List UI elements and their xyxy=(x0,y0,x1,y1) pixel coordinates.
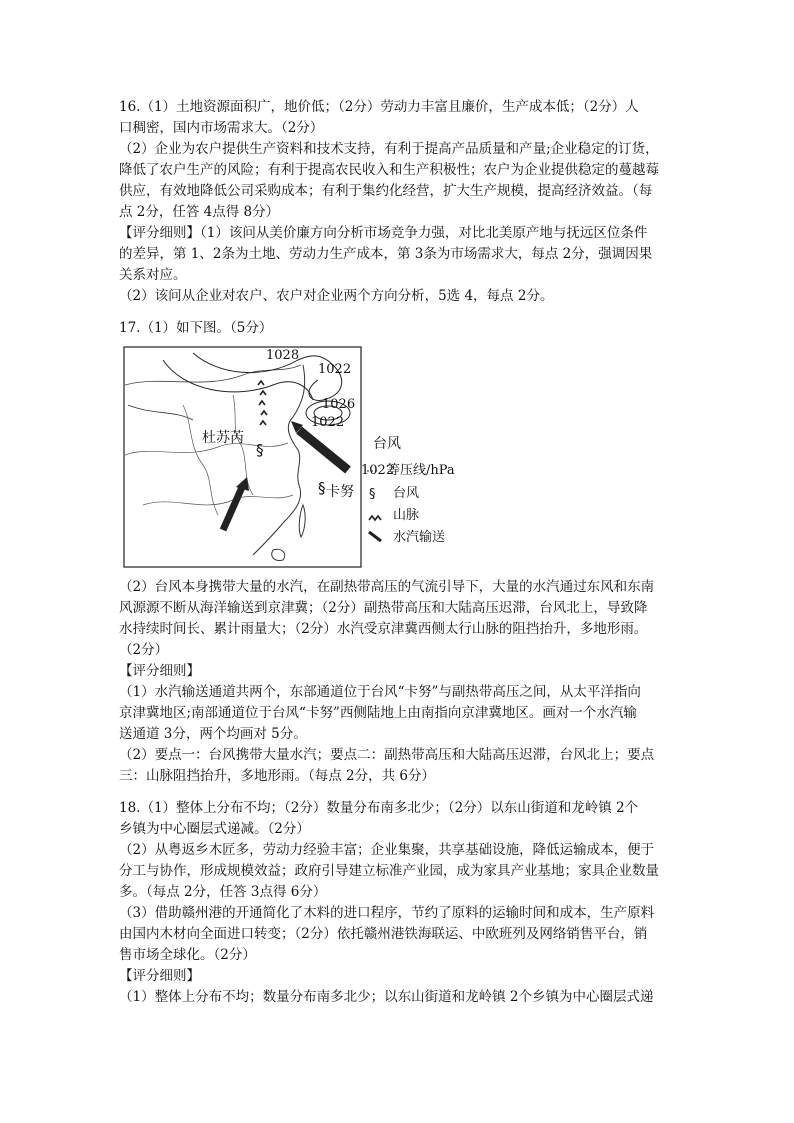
q17-line: 京津冀地区;南部通道位于台风“卡努”西侧陆地上由南指向京津冀地区。画对一个水汽输 xyxy=(119,705,637,721)
q18-line: 售市场全球化。（2分） xyxy=(119,947,256,963)
q18-line: 分工与协作，形成规模效益；政府引导建立标准产业园，成为家具产业基地；家具企业数量 xyxy=(119,863,659,879)
q17-line: 【评分细则】 xyxy=(119,663,200,679)
q17-line: 水持续时间长、累计雨量大；（2分）水汽受京津冀西侧太行山脉的阻挡抬升，多地形雨。 xyxy=(119,621,648,637)
q18-line: 【评分细则】 xyxy=(119,968,200,984)
province-boundary xyxy=(125,365,301,385)
legend-vapor-text: 水汽输送 xyxy=(393,530,446,545)
q17-line: 三：山脉阻挡抬升，多地形雨。（每点 2分，共 6分） xyxy=(119,768,436,784)
q17-line: 17.（1）如下图。（5分） xyxy=(119,320,273,336)
isobar-label: 1028 xyxy=(266,348,300,363)
weather-map-figure xyxy=(123,345,473,571)
q16-section xyxy=(119,97,679,307)
legend-isobar-value: 1022 xyxy=(361,463,395,478)
isobar-label: 1022 xyxy=(318,362,352,377)
isobar-line xyxy=(163,360,313,400)
legend-mountain-icon xyxy=(369,516,381,520)
province-boundary xyxy=(183,405,218,515)
q16-line: 【评分细则】（1）该问从美价廉方向分析市场竞争力强，对比北美原产地与抚远区位条件 xyxy=(119,225,648,241)
q17-line: （2）要点一：台风携带大量水汽；要点二：副热带高压和大陆高压迟滞，台风北上；要点 xyxy=(119,747,655,763)
legend-typhoon-icon: § xyxy=(369,487,376,502)
legend-title: 台风 xyxy=(373,436,401,452)
q18-line: （2）从粤返乡木匠多，劳动力经验丰富；企业集聚，共享基础设施，降低运输成本，便于 xyxy=(119,842,655,858)
q16-line: 关系对应。 xyxy=(119,267,187,283)
q18-line: 18.（1）整体上分布不均；（2分）数量分布南多北少；（2分）以东山街道和龙岭镇 2个 xyxy=(119,800,639,816)
vapor-transport-arrow-south xyxy=(223,485,243,530)
island-hainan xyxy=(272,549,285,560)
q16-line: 16.（1）土地资源面积广，地价低；（2分）劳动力丰富且廉价，生产成本低；（2分）人 xyxy=(119,99,639,115)
q17-section xyxy=(119,318,679,787)
q18-line: （3）借助赣州港的开通简化了木料的进口程序，节约了原料的运输时间和成本，生产原料 xyxy=(119,905,655,921)
q17-line: 风源源不断从海洋输送到京津冀；（2分）副热带高压和大陆高压迟滞，台风北上，导致降 xyxy=(119,600,648,616)
q17-line: （2）台风本身携带大量的水汽，在副热带高压的气流引导下，大量的水汽通过东风和东南 xyxy=(119,579,655,595)
q16-line: 点 2分，任答 4点得 8分） xyxy=(119,204,280,220)
q17-line: （2分） xyxy=(119,642,169,658)
legend-vapor-icon xyxy=(369,532,381,541)
typhoon-icon: § xyxy=(256,441,264,459)
province-boundary xyxy=(143,495,293,505)
typhoon-doksuri-label: 杜苏芮 xyxy=(202,430,244,446)
isobar-line xyxy=(128,405,193,420)
q17-line: （1）水汽输送通道共两个，东部通道位于台风“卡努”与副热带高压之间，从太平洋指向 xyxy=(119,684,641,700)
legend-isobar-text: 等压线/hPa xyxy=(387,463,455,478)
typhoon-khanun-label: 卡努 xyxy=(326,484,354,500)
q16-line: 的差异，第 1、2条为土地、劳动力生产成本，第 3条为市场需求大，每点 2分，强调因果 xyxy=(119,246,653,262)
isobar-label: 1026 xyxy=(322,397,356,412)
q18-section xyxy=(119,798,679,1008)
island-taiwan xyxy=(299,505,305,537)
q16-line: 降低了农户生产的风险；有利于提高农民收入和生产积极性；农户为企业提供稳定的蔓越莓 xyxy=(119,162,659,178)
q18-line: 由国内木材向全面进口转变；（2分）依托赣州港铁海联运、中欧班列及网络销售平台，销 xyxy=(119,926,648,942)
q16-line: （2）企业为农户提供生产资料和技术支持，有利于提高产品质量和产量;企业稳定的订货， xyxy=(119,141,659,157)
q18-line: （1）整体上分布不均；数量分布南多北少；以东山街道和龙岭镇 2个乡镇为中心圈层式递 xyxy=(119,989,654,1005)
typhoon-icon: § xyxy=(318,479,326,497)
vapor-transport-arrow-east xyxy=(299,430,348,470)
q16-line: 供应，有效地降低公司采购成本；有利于集约化经营，扩大生产规模，提高经济效益。（每 xyxy=(119,183,653,199)
q16-line: （2）该问从企业对农户、农户对企业两个方向分析，5选 4，每点 2分。 xyxy=(119,288,554,304)
q18-line: 乡镇为中心圈层式递减。（2分） xyxy=(119,821,310,837)
legend-typhoon-text: 台风 xyxy=(393,486,420,501)
q17-line: 送通道 3分，两个均画对 5分。 xyxy=(119,726,307,742)
q16-line: 口稠密，国内市场需求大。（2分） xyxy=(119,120,324,136)
q18-line: 多。（每点 2分，任答 3点得 6分） xyxy=(119,884,327,900)
answer-page xyxy=(119,0,679,1008)
legend-mountain-text: 山脉 xyxy=(393,508,420,523)
isobar-label: 1022 xyxy=(311,415,345,430)
